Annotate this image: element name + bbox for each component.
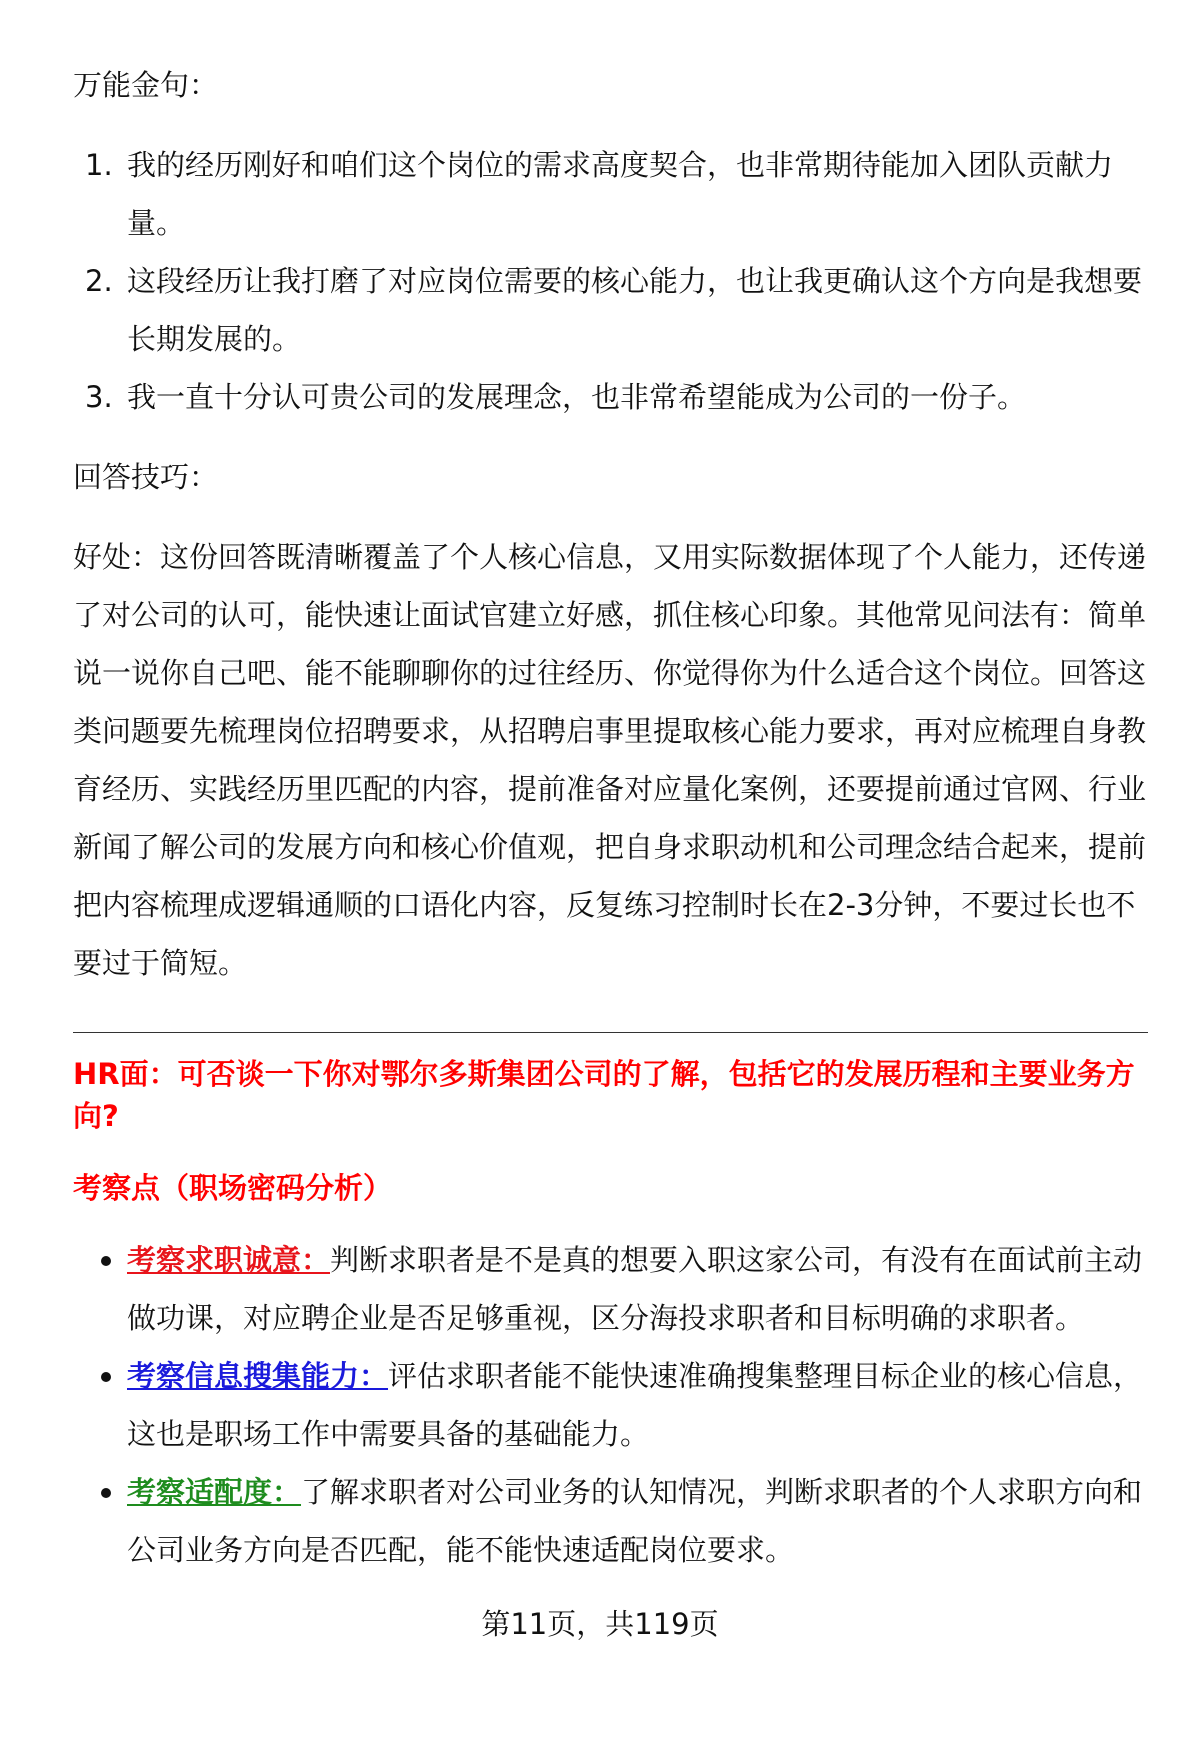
point-label: 考察求职诚意：	[127, 1243, 331, 1277]
section-label-answer-tips: 回答技巧：	[73, 460, 219, 494]
list-item	[73, 368, 1150, 426]
point-text: 判断求职者是不是真的想要入职这家公司，有没有在面试前主动做功课，对应聘企业是否足够重视，区分海投求职者和目标明确的求职者。	[127, 1243, 1143, 1335]
list-item	[73, 136, 1150, 252]
bullet-item	[73, 1463, 1150, 1579]
bullet-icon	[101, 1372, 111, 1382]
divider	[73, 1032, 1148, 1033]
point-text: 了解求职者对公司业务的认知情况，判断求职者的个人求职方向和公司业务方向是否匹配，能不能快速适配岗位要求。	[127, 1475, 1143, 1567]
hr-question-heading: HR面：可否谈一下你对鄂尔多斯集团公司的了解，包括它的发展历程和主要业务方向?	[73, 1057, 1135, 1133]
tips-paragraph: 好处：这份回答既清晰覆盖了个人核心信息，又用实际数据体现了个人能力，还传递了对公司的认可，能快速让面试官建立好感，抓住核心印象。其他常见问法有：简单说一说你自己吧、能不能聊聊你的过往经历、你觉得你为什么适合这个岗位。回答这类问题要先梳理岗位招聘要求，从招聘启事里提取核心能力要求，再对应梳理自身教育经历、实践经历里匹配的内容，提前准备对应量化案例，还要提前通过官网、行业新闻了解公司的发展方向和核心价值观，把自身求职动机和公司理念结合起来，提前把内容梳理成逻辑通顺的口语化内容，反复练习控制时长在2-3分钟，不要过长也不要过于简短。	[73, 540, 1147, 980]
list-number: 3.	[85, 380, 113, 414]
bullet-icon	[101, 1488, 111, 1498]
list-number: 1.	[85, 148, 113, 182]
bullet-item	[73, 1231, 1150, 1347]
point-label: 考察适配度：	[127, 1475, 302, 1509]
analysis-heading: 考察点（职场密码分析）	[73, 1171, 393, 1205]
page-footer: 第11页，共119页	[481, 1607, 719, 1641]
bullet-item	[73, 1347, 1150, 1463]
point-text: 评估求职者能不能快速准确搜集整理目标企业的核心信息，这也是职场工作中需要具备的基础能力。	[127, 1359, 1143, 1451]
list-item-text: 这段经历让我打磨了对应岗位需要的核心能力，也让我更确认这个方向是我想要长期发展的。	[127, 264, 1143, 356]
list-item-text: 我的经历刚好和咱们这个岗位的需求高度契合，也非常期待能加入团队贡献力量。	[127, 148, 1114, 240]
list-item	[73, 252, 1150, 368]
section-label-golden-sentences: 万能金句：	[73, 68, 219, 102]
list-item-text: 我一直十分认可贵公司的发展理念，也非常希望能成为公司的一份子。	[127, 380, 1027, 414]
bullet-icon	[101, 1256, 111, 1266]
golden-sentences-list	[73, 136, 1150, 426]
analysis-points-list	[73, 1231, 1150, 1579]
point-label: 考察信息搜集能力：	[127, 1359, 389, 1393]
list-number: 2.	[85, 264, 113, 298]
